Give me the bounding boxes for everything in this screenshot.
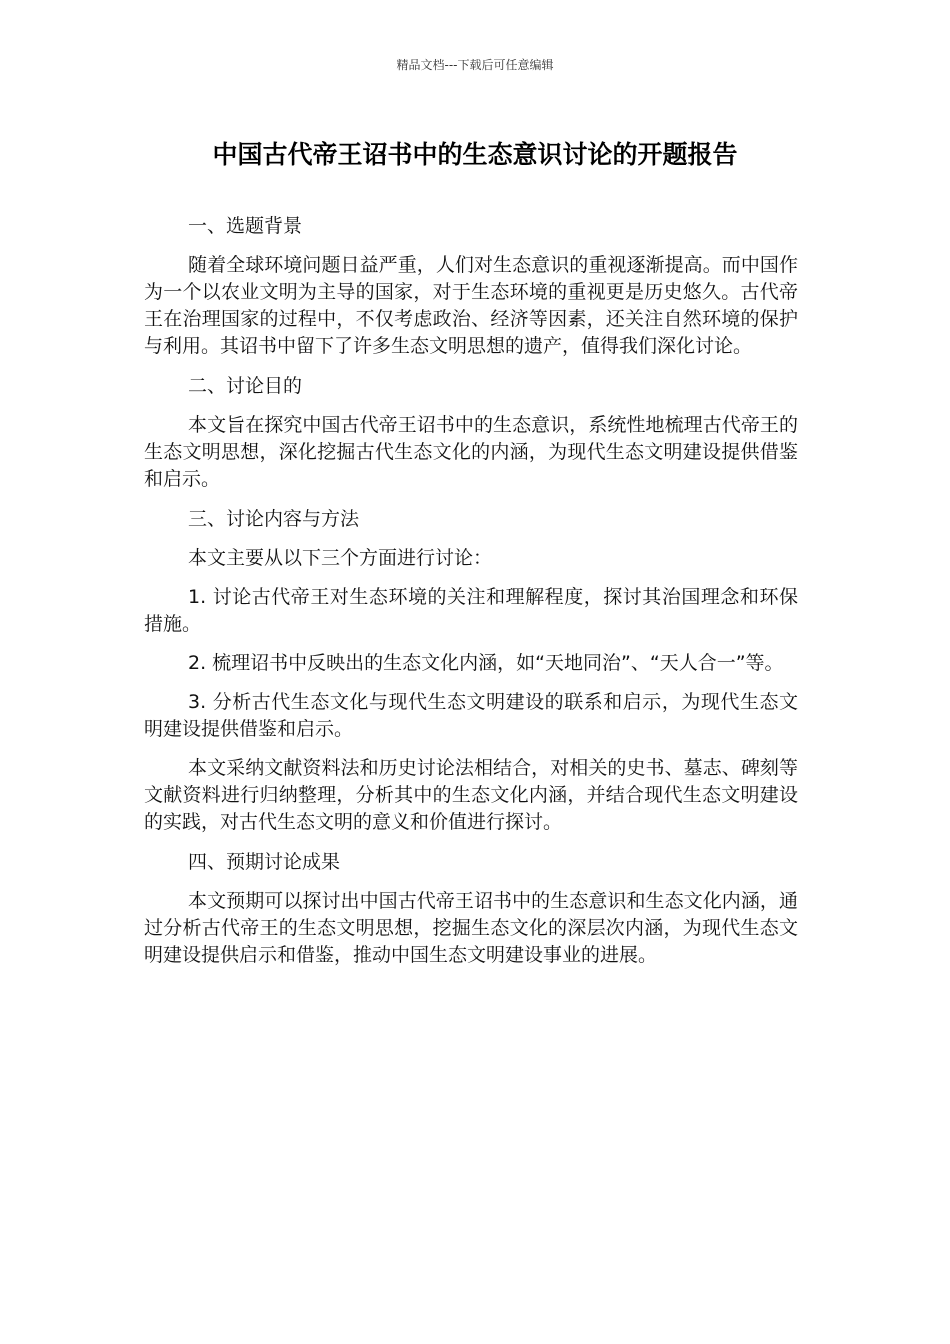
content-item-3: 3. 分析古代生态文化与现代生态文明建设的联系和启示，为现代生态文明建设提供借鉴和启示。	[144, 691, 798, 740]
content-item-1: 1. 讨论古代帝王对生态环境的关注和理解程度，探讨其治国理念和环保措施。	[144, 586, 798, 635]
section-heading-content-method: 三、讨论内容与方法	[188, 508, 360, 530]
section-heading-purpose: 二、讨论目的	[188, 375, 303, 397]
content-intro-paragraph: 本文主要从以下三个方面进行讨论：	[188, 547, 493, 569]
section-heading-background: 一、选题背景	[188, 215, 303, 237]
document-title: 中国古代帝王诏书中的生态意识讨论的开题报告	[212, 140, 738, 169]
page-header: 精品文档---下载后可任意编辑	[396, 58, 554, 72]
section-heading-expected-results: 四、预期讨论成果	[188, 851, 341, 873]
background-paragraph: 随着全球环境问题日益严重，人们对生态意识的重视逐渐提高。而中国作为一个以农业文明为主导的国家，对于生态环境的重视更是历史悠久。古代帝王在治理国家的过程中，不仅考虑政治、经济等因素，还关注自然环境的保护与利用。其诏书中留下了许多生态文明思想的遗产，值得我们深化讨论。	[144, 254, 798, 357]
content-item-2: 2. 梳理诏书中反映出的生态文化内涵，如“天地同治”、“天人合一”等。	[188, 652, 784, 674]
document-body	[144, 212, 798, 981]
expected-results-paragraph: 本文预期可以探讨出中国古代帝王诏书中的生态意识和生态文化内涵，通过分析古代帝王的生态文明思想，挖掘生态文化的深层次内涵，为现代生态文明建设提供启示和借鉴，推动中国生态文明建设事业的进展。	[144, 890, 798, 966]
method-paragraph: 本文采纳文献资料法和历史讨论法相结合，对相关的史书、墓志、碑刻等文献资料进行归纳整理，分析其中的生态文化内涵，并结合现代生态文明建设的实践，对古代生态文明的意义和价值进行探讨。	[144, 757, 798, 833]
purpose-paragraph: 本文旨在探究中国古代帝王诏书中的生态意识，系统性地梳理古代帝王的生态文明思想，深化挖掘古代生态文化的内涵，为现代生态文明建设提供借鉴和启示。	[144, 414, 798, 490]
